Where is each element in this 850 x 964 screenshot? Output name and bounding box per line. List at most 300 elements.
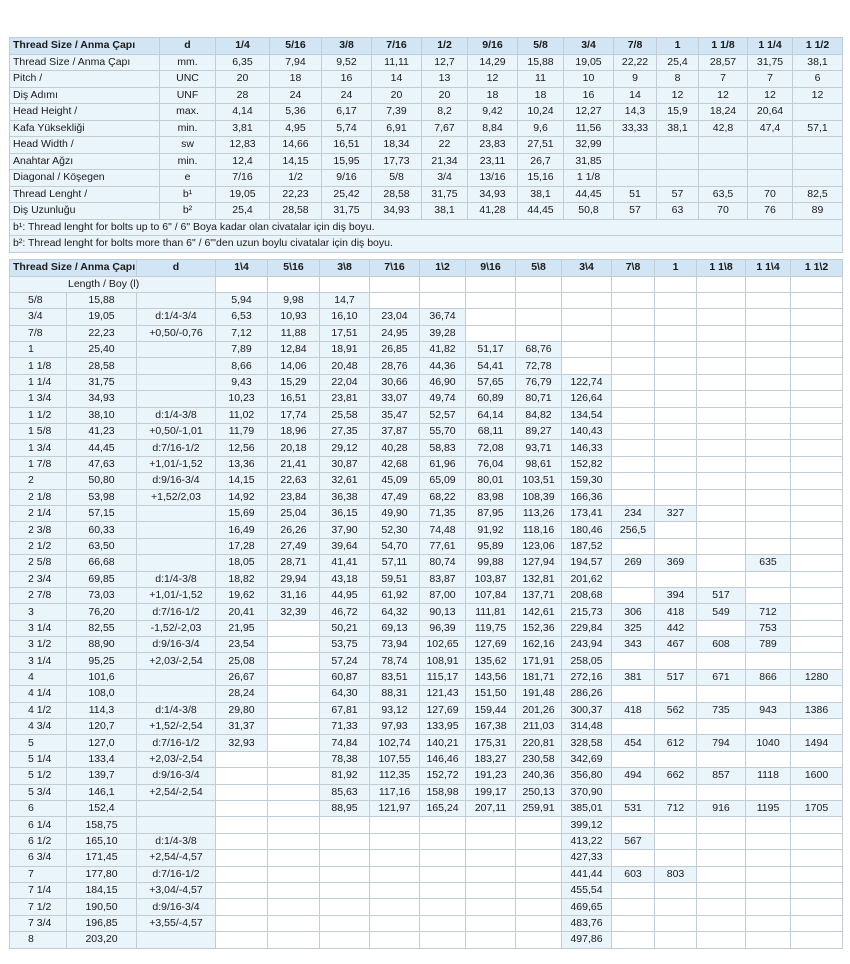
table-cell [746,456,791,472]
table-cell: 5/8 [372,170,422,187]
table-cell: 369 [655,555,697,571]
table-cell: 28,24 [216,686,268,702]
table-cell: 45,09 [370,473,420,489]
table-cell: 39,64 [320,538,370,554]
table-cell [516,915,562,931]
table-cell: 9 [614,71,657,88]
table-cell: 5,74 [322,120,372,137]
table-cell [791,424,843,440]
table-cell [320,850,370,866]
table-cell: 139,7 [67,768,137,784]
table-row [10,866,843,882]
table-cell: 662 [655,768,697,784]
table-cell: 3/4 [10,309,67,325]
table-cell: Anahtar Ağzı [10,153,160,170]
table-cell: 603 [612,866,655,882]
table-cell: 22,63 [268,473,320,489]
table-cell [216,850,268,866]
header-cell: 1 1/8 [699,38,748,55]
table-cell [516,309,562,325]
table-cell [420,276,466,292]
table-cell [268,882,320,898]
table-cell: 5/8 [10,292,67,308]
table-cell: 26,26 [268,522,320,538]
table-cell [791,456,843,472]
table-cell: Kafa Yüksekliği [10,120,160,137]
table-cell [614,153,657,170]
table-cell [612,276,655,292]
thread-dimensions-table [9,37,843,253]
table-cell: 14,7 [320,292,370,308]
table-cell: d:7/16-1/2 [137,735,216,751]
table-cell [791,932,843,948]
table-cell: 68,22 [420,489,466,505]
table-cell: 85,63 [320,784,370,800]
table-cell [420,899,466,915]
table-cell: 789 [746,637,791,653]
table-cell: 4 1/2 [10,702,67,718]
table-cell [466,899,516,915]
table-cell: 146,33 [562,440,612,456]
table-cell: Thread Lenght / [10,186,160,203]
header-cell: 5\8 [516,260,562,277]
table-cell: 442 [655,620,697,636]
table-cell: 356,80 [562,768,612,784]
table-cell: 427,33 [562,850,612,866]
table-cell: 11,88 [268,325,320,341]
table-cell [612,587,655,603]
table-cell: 10 [564,71,614,88]
table-cell: max. [160,104,216,121]
table-cell: 165,10 [67,833,137,849]
table-cell: 95,89 [466,538,516,554]
table-cell: 18,96 [268,424,320,440]
table-cell [612,440,655,456]
table-cell: 55,70 [420,424,466,440]
table-cell: 151,50 [466,686,516,702]
table-cell [655,817,697,833]
table-cell: 113,26 [516,505,562,521]
table-cell: 16,51 [322,137,372,154]
header-cell: 3/4 [564,38,614,55]
table-cell: 58,83 [420,440,466,456]
table-cell: 63,50 [67,538,137,554]
table-cell: 83,98 [466,489,516,505]
table-cell: 14,66 [270,137,322,154]
table-cell: 44,95 [320,587,370,603]
table-cell: 1386 [791,702,843,718]
table-cell [268,653,320,669]
table-cell: 8,2 [422,104,468,121]
table-cell [216,882,268,898]
table-cell [746,522,791,538]
table-cell: 256,5 [612,522,655,538]
table-cell [697,686,746,702]
table-cell: 31,75 [422,186,468,203]
table-cell: 47,49 [370,489,420,505]
header-cell: 1\2 [420,260,466,277]
table-cell [697,505,746,521]
table-cell [370,292,420,308]
table-cell: 41,23 [67,424,137,440]
table-cell [791,686,843,702]
table-cell: 7 3/4 [10,915,67,931]
table-cell: 4 3/4 [10,719,67,735]
table-cell [697,424,746,440]
table-cell [697,915,746,931]
table-cell: 20,41 [216,604,268,620]
table-cell: 190,50 [67,899,137,915]
table-cell [466,866,516,882]
table-cell [791,374,843,390]
table-cell: 60,87 [320,669,370,685]
table-cell: 82,55 [67,620,137,636]
table-row [10,342,843,358]
table-cell [655,686,697,702]
table-cell: 127,0 [67,735,137,751]
table-cell [420,932,466,948]
table-cell: 370,90 [562,784,612,800]
table-cell [137,932,216,948]
table-cell: 44,45 [564,186,614,203]
table-cell: 115,17 [420,669,466,685]
table-cell: 8,84 [468,120,518,137]
table-cell: 57,1 [793,120,843,137]
table-cell: 111,81 [466,604,516,620]
table-cell: 158,75 [67,817,137,833]
table-cell [612,653,655,669]
table-cell: 80,74 [420,555,466,571]
table-cell: 259,91 [516,801,562,817]
table-cell [655,325,697,341]
table-cell: 13/16 [468,170,518,187]
table-cell: 5,94 [216,292,268,308]
table-cell: 49,90 [370,505,420,521]
table-cell: 5 3/4 [10,784,67,800]
table-cell [791,866,843,882]
header-cell: 5\16 [268,260,320,277]
table-row [10,768,843,784]
table-cell: 671 [697,669,746,685]
table-cell: 20,18 [268,440,320,456]
table-cell: 50,8 [564,203,614,220]
table-cell: 6,17 [322,104,372,121]
table-cell: 165,24 [420,801,466,817]
table-cell [791,604,843,620]
table-cell: 7/8 [10,325,67,341]
table-cell [791,505,843,521]
table-cell: 1 1/8 [564,170,614,187]
table-cell [746,882,791,898]
table-cell [370,866,420,882]
table-cell: 14 [614,87,657,104]
table-cell: 120,7 [67,719,137,735]
table-cell [655,456,697,472]
table-row [10,719,843,735]
table-cell: 794 [697,735,746,751]
table-cell [612,342,655,358]
table-cell: 866 [746,669,791,685]
table-cell: 90,13 [420,604,466,620]
length-subheader: Length / Boy (l) [10,276,216,292]
table-cell [746,424,791,440]
table-cell: d:1/4-3/8 [137,407,216,423]
table-cell [655,538,697,554]
table-cell: 399,12 [562,817,612,833]
table-cell: 31,75 [67,374,137,390]
table-cell: 6,53 [216,309,268,325]
table-cell: 173,41 [562,505,612,521]
table-cell [697,473,746,489]
table-cell: 121,43 [420,686,466,702]
table-cell: 12,7 [422,54,468,71]
table-cell [268,784,320,800]
table-cell: 1 1/2 [10,407,67,423]
table-cell: 5,36 [270,104,322,121]
table-cell: 1 7/8 [10,456,67,472]
table-cell [320,817,370,833]
table-cell: 1280 [791,669,843,685]
table-row [10,686,843,702]
table-cell: d:9/16-3/4 [137,637,216,653]
table-cell: 51,17 [466,342,516,358]
table-cell [216,276,268,292]
table-cell: 4 [10,669,67,685]
table-cell [137,538,216,554]
table-cell [216,817,268,833]
table-cell: 107,55 [370,751,420,767]
table-cell [612,882,655,898]
table-cell [612,915,655,931]
table-cell [697,850,746,866]
table-cell: 4,14 [216,104,270,121]
table-cell [793,153,843,170]
table-cell: 84,82 [516,407,562,423]
table-cell: 381 [612,669,655,685]
table-cell [612,686,655,702]
table-cell: +1,01/-1,52 [137,587,216,603]
table-cell [746,653,791,669]
table-cell [268,669,320,685]
table-cell [746,374,791,390]
header-cell: 5/16 [270,38,322,55]
table-cell [697,374,746,390]
table-cell: 36,15 [320,505,370,521]
table-cell: 1 [10,342,67,358]
table-row [10,571,843,587]
table-cell: 59,51 [370,571,420,587]
table-cell: 7/16 [216,170,270,187]
table-cell [420,850,466,866]
table-cell [216,801,268,817]
table-cell [516,850,562,866]
table-cell [697,784,746,800]
table-cell: 385,01 [562,801,612,817]
table-cell: 57,11 [370,555,420,571]
table-cell: 72,08 [466,440,516,456]
table-cell: 31,85 [564,153,614,170]
table-row [10,801,843,817]
table-cell [791,620,843,636]
table-cell [697,932,746,948]
table-cell [466,292,516,308]
table-cell: 103,51 [516,473,562,489]
table-cell: 14,06 [268,358,320,374]
table-cell [216,866,268,882]
table-cell [697,522,746,538]
table-cell: 23,54 [216,637,268,653]
table-cell: 306 [612,604,655,620]
table-cell: 27,49 [268,538,320,554]
table-cell: 54,70 [370,538,420,554]
table-cell [746,587,791,603]
table-cell: 64,32 [370,604,420,620]
table-cell: mm. [160,54,216,71]
table-cell: 65,09 [420,473,466,489]
table-cell: 77,61 [420,538,466,554]
table-cell: 152,82 [562,456,612,472]
table-cell: 22 [422,137,468,154]
table-cell [612,407,655,423]
table-cell [697,440,746,456]
table-cell: 250,13 [516,784,562,800]
table-cell: 735 [697,702,746,718]
table-cell [746,686,791,702]
table-cell: 87,95 [466,505,516,521]
table-cell: 19,62 [216,587,268,603]
table-row [10,555,843,571]
table-cell: 7 [748,71,793,88]
table-cell: 1 1/4 [10,374,67,390]
table-cell [746,391,791,407]
table-cell: 24 [270,87,322,104]
table-cell [697,571,746,587]
table-cell: Head Height / [10,104,160,121]
table-cell: 152,4 [67,801,137,817]
table-cell [216,833,268,849]
table-row [10,587,843,603]
table-cell: 258,05 [562,653,612,669]
header-cell: 7/8 [614,38,657,55]
table-cell: 3 1/4 [10,620,67,636]
table-cell: 30,87 [320,456,370,472]
table-cell [612,358,655,374]
table-cell [137,358,216,374]
table-row [10,538,843,554]
table-cell: 69,13 [370,620,420,636]
table-cell: +2,54/-2,54 [137,784,216,800]
table-cell: 15,16 [518,170,564,187]
table-cell [746,407,791,423]
table-cell [420,833,466,849]
table-cell [466,817,516,833]
table-cell [137,669,216,685]
table-cell [655,882,697,898]
table-cell: 171,91 [516,653,562,669]
table-cell [748,137,793,154]
table-cell: 12,84 [268,342,320,358]
table-cell [655,522,697,538]
table-cell: 38,1 [793,54,843,71]
table-cell [268,276,320,292]
table-header-row [10,38,843,55]
table-cell: 98,61 [516,456,562,472]
table-cell: 12 [793,87,843,104]
table-cell: 531 [612,801,655,817]
table-cell [697,391,746,407]
table-cell: 12,83 [216,137,270,154]
table-row [10,833,843,849]
table-cell: 6,91 [372,120,422,137]
table-cell [791,538,843,554]
table-cell [746,719,791,735]
table-cell [268,932,320,948]
table-cell: 8 [10,932,67,948]
table-cell: 8 [657,71,699,88]
table-cell: 66,68 [67,555,137,571]
table-cell [466,932,516,948]
table-cell: 18,05 [216,555,268,571]
table-cell: 70 [699,203,748,220]
table-subheader-row [10,276,843,292]
table-cell: 137,71 [516,587,562,603]
table-cell: 1705 [791,801,843,817]
table-cell: d:1/4-3/8 [137,702,216,718]
table-cell: 14,92 [216,489,268,505]
table-cell: Diş Adımı [10,87,160,104]
table-cell: 17,73 [372,153,422,170]
table-cell: 208,68 [562,587,612,603]
table-cell: 51 [614,186,657,203]
table-cell: 34,93 [67,391,137,407]
table-cell: 803 [655,866,697,882]
table-cell [466,850,516,866]
table-cell: 76,79 [516,374,562,390]
table-cell: 25,08 [216,653,268,669]
table-cell: +2,03/-2,54 [137,751,216,767]
table-cell [746,817,791,833]
table-cell [657,170,699,187]
table-cell: 2 7/8 [10,587,67,603]
table-cell [320,932,370,948]
table-cell: 12,27 [564,104,614,121]
table-cell: 31,37 [216,719,268,735]
footnote-row [10,236,843,253]
table-cell: 20 [422,87,468,104]
table-cell [612,292,655,308]
table-cell: 240,36 [516,768,562,784]
table-cell: 57,15 [67,505,137,521]
table-cell [320,833,370,849]
table-cell: 325 [612,620,655,636]
table-cell: 28,58 [372,186,422,203]
table-cell: 133,95 [420,719,466,735]
table-cell: 9,43 [216,374,268,390]
table-cell: 29,80 [216,702,268,718]
table-cell [791,309,843,325]
table-cell [137,522,216,538]
table-cell: 18,91 [320,342,370,358]
footnote-text: b¹: Thread lenght for bolts up to 6" / 6" Boya kadar olan civatalar için diş boyu. [10,219,843,236]
header-cell: 1\4 [216,260,268,277]
table-cell [655,358,697,374]
table-cell: 5 1/2 [10,768,67,784]
table-cell [655,440,697,456]
table-cell: 18 [270,71,322,88]
table-cell: 20,48 [320,358,370,374]
header-cell: 7\16 [370,260,420,277]
table-cell: 4 1/4 [10,686,67,702]
